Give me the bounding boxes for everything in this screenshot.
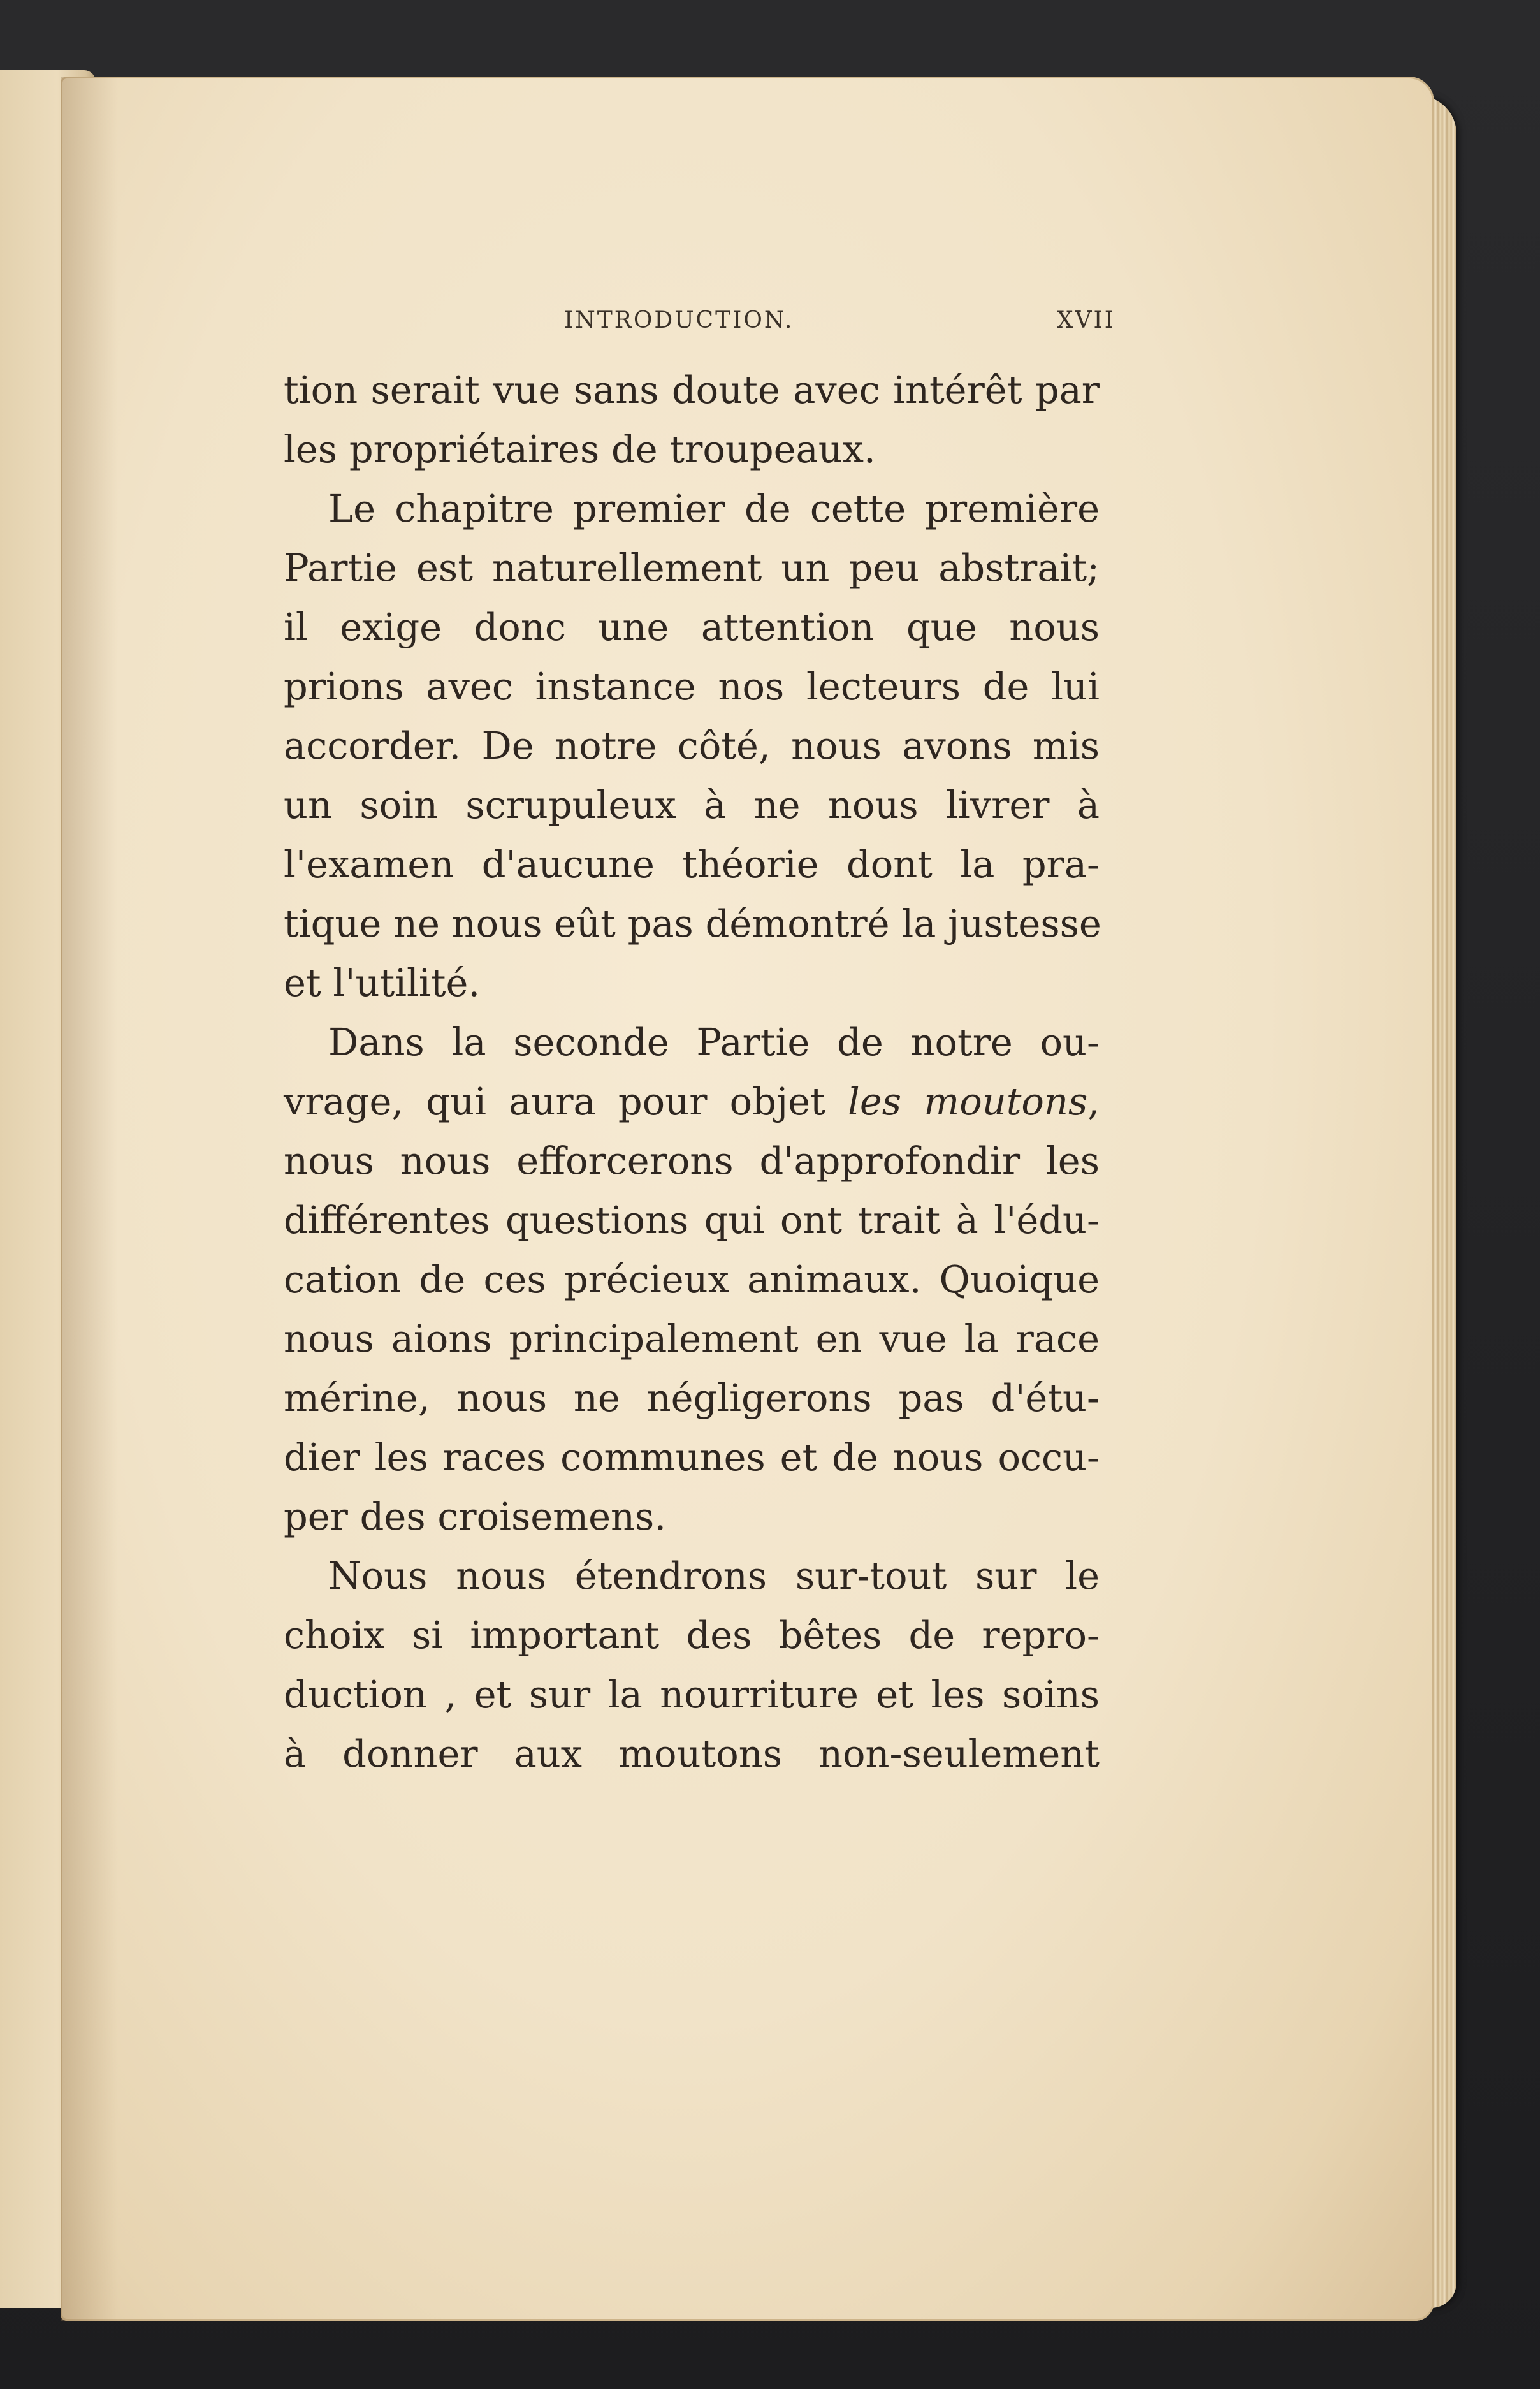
text-line: l'examen d'aucune théorie dont la pra- (284, 842, 1100, 886)
text-line: cation de ces précieux animaux. Quoique (284, 1257, 1100, 1301)
text-line: per des croisemens. (284, 1494, 667, 1538)
text-line: prions avec instance nos lecteurs de lui (284, 664, 1100, 708)
text-line: accorder. De notre côté, nous avons mis (284, 724, 1100, 768)
text-segment: , (1087, 1079, 1100, 1123)
page-gutter-shadow (61, 77, 118, 2321)
text-line: duction , et sur la nourriture et les soins (284, 1672, 1100, 1716)
text-line: il exige donc une attention que nous (284, 605, 1100, 649)
text-line: dier les races communes et de nous occu- (284, 1435, 1100, 1479)
running-head: INTRODUCTION. (564, 307, 794, 333)
text-line: nous nous efforcerons d'approfondir les (284, 1139, 1100, 1183)
page-header (280, 307, 1115, 346)
text-line: à donner aux moutons non-seulement (284, 1732, 1100, 1776)
text-line: choix si important des bêtes de repro- (284, 1613, 1100, 1657)
text-line (284, 1072, 1100, 1131)
text-line: tion serait vue sans doute avec intérêt par (284, 368, 1100, 412)
text-line: Dans la seconde Partie de notre ou- (328, 1020, 1100, 1064)
text-line: Le chapitre premier de cette première (328, 486, 1100, 530)
text-line: différentes questions qui ont trait à l'édu- (284, 1198, 1100, 1242)
text-segment: vrage, qui aura pour objet (284, 1079, 848, 1123)
text-line: et l'utilité. (284, 961, 481, 1005)
text-line: Partie est naturellement un peu abstrait; (284, 546, 1100, 590)
text-line: un soin scrupuleux à ne nous livrer à (284, 783, 1100, 827)
page-number: XVII (1056, 307, 1115, 333)
italic-term: les moutons (848, 1079, 1088, 1123)
text-line: mérine, nous ne négligerons pas d'étu- (284, 1376, 1100, 1420)
body-text (284, 360, 1100, 1783)
text-line: nous aions principalement en vue la race (284, 1317, 1100, 1361)
text-line: les propriétaires de troupeaux. (284, 427, 876, 471)
text-line: Nous nous étendrons sur-tout sur le (328, 1554, 1100, 1598)
text-line: tique ne nous eût pas démontré la justesse (284, 902, 1101, 946)
